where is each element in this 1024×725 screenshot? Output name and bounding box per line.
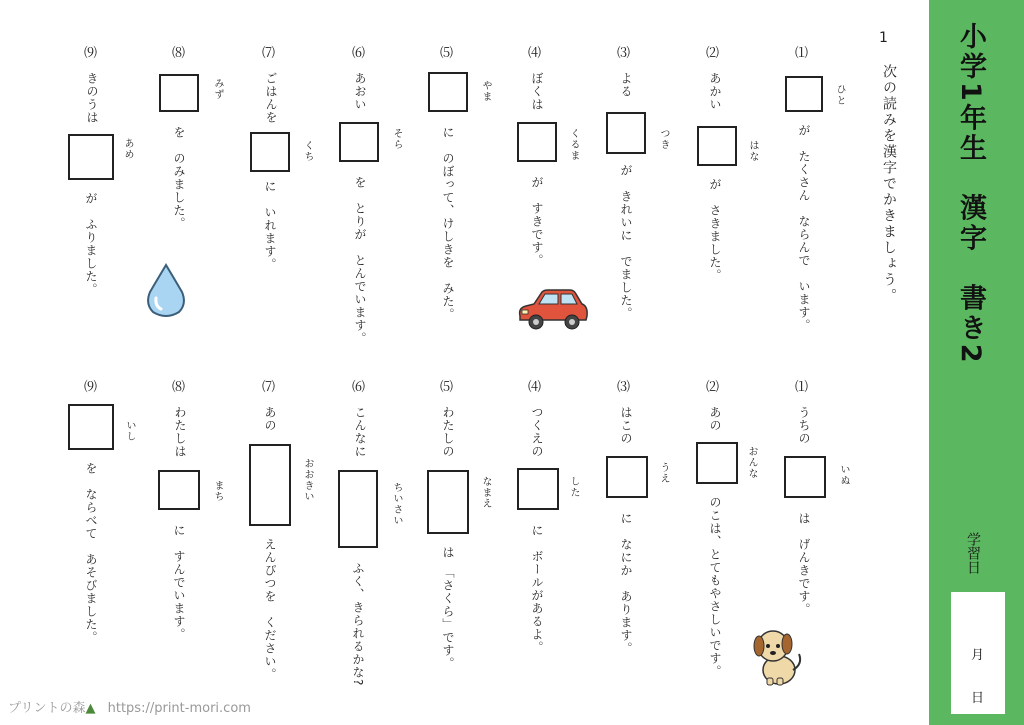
answer-box[interactable] <box>427 470 469 534</box>
furigana: いぬ <box>838 464 849 486</box>
sentence-text: あかい <box>708 72 722 111</box>
furigana: なまえ <box>480 476 491 509</box>
sentence-text: えんぴつを ください。 <box>263 538 277 681</box>
question-number: ⑸ <box>440 380 454 395</box>
answer-box[interactable] <box>785 76 823 112</box>
question-number: ⑶ <box>617 46 631 61</box>
furigana: うえ <box>658 462 669 484</box>
question-number: ⑵ <box>706 380 720 395</box>
furigana: くるま <box>568 128 579 161</box>
sentence-text: が さきました。 <box>708 178 722 282</box>
sentence-text: あおい <box>353 72 367 111</box>
site-url[interactable]: https://print-mori.com <box>107 701 251 716</box>
answer-box[interactable] <box>250 132 290 172</box>
question-number: ⑻ <box>172 46 186 61</box>
section-number: 1 <box>879 30 888 46</box>
sentence-text: を ならべて あそびました。 <box>84 462 98 644</box>
sentence-text: つくえの <box>530 406 544 458</box>
dog-icon <box>749 624 805 686</box>
sentence-text: わたしの <box>441 406 455 458</box>
sentence-text: あの <box>263 406 277 432</box>
footer <box>8 697 251 716</box>
sentence-text: ふく、きられるかな? <box>351 562 365 687</box>
sentence-text: うちの <box>797 406 811 445</box>
date-box[interactable] <box>951 592 1005 714</box>
sentence-text: よる <box>619 72 633 98</box>
question-number: ⑷ <box>528 380 542 395</box>
question-number: ⑺ <box>262 46 276 61</box>
sentence-text: きのうは <box>85 72 99 124</box>
furigana: いし <box>124 420 135 442</box>
instructions-text: 次の読みを漢字でかきましょう。 <box>881 64 897 304</box>
answer-box[interactable] <box>158 470 200 510</box>
furigana: はな <box>747 140 758 162</box>
sentence-text: こんなに <box>353 406 367 458</box>
sentence-text: に なにか あります。 <box>619 512 633 655</box>
furigana: あめ <box>122 138 133 160</box>
water-drop-icon <box>145 262 187 318</box>
question-number: ⑼ <box>84 380 98 395</box>
furigana: つき <box>658 128 669 150</box>
furigana: やま <box>480 80 491 102</box>
question-number: ⑹ <box>352 380 366 395</box>
furigana: そら <box>391 128 402 150</box>
question-number: ⑼ <box>84 46 98 61</box>
answer-box[interactable] <box>338 470 378 548</box>
sentence-text: が きれいに でました。 <box>619 164 633 320</box>
question-number: ⑸ <box>440 46 454 61</box>
tree-icon: ▲ <box>85 701 96 716</box>
sentence-text: わたしは <box>173 406 187 458</box>
question-number: ⑻ <box>172 380 186 395</box>
question-number: ⑶ <box>617 380 631 395</box>
question-number: ⑴ <box>795 380 809 395</box>
sentence-text: が たくさん ならんで います。 <box>797 124 811 332</box>
sentence-text: を のみました。 <box>172 126 186 230</box>
answer-box[interactable] <box>696 442 738 484</box>
sentence-text: に いれます。 <box>263 180 277 271</box>
date-label: 学習日 <box>965 532 981 574</box>
sentence-text: を とりが とんでいます。 <box>353 176 367 345</box>
brand-name: プリントの森 <box>8 701 86 716</box>
car-icon <box>514 286 590 332</box>
answer-box[interactable] <box>249 444 291 526</box>
sentence-text: は 「さくら」です。 <box>441 546 455 670</box>
answer-box[interactable] <box>517 468 559 510</box>
answer-box[interactable] <box>517 122 557 162</box>
answer-box[interactable] <box>68 134 114 180</box>
question-number: ⑷ <box>528 46 542 61</box>
sentence-text: あの <box>708 406 722 432</box>
question-number: ⑺ <box>262 380 276 395</box>
furigana: まち <box>212 480 223 502</box>
question-number: ⑵ <box>706 46 720 61</box>
sentence-text: はこの <box>619 406 633 445</box>
sentence-text: のこは、とてもやさしいです。 <box>708 496 722 678</box>
sentence-text: ぼくは <box>530 72 544 111</box>
answer-box[interactable] <box>606 456 648 498</box>
answer-box[interactable] <box>159 74 199 112</box>
question-number: ⑹ <box>352 46 366 61</box>
furigana: みず <box>212 78 223 100</box>
furigana: おおきい <box>302 458 313 502</box>
answer-box[interactable] <box>68 404 114 450</box>
sentence-text: が すきです。 <box>530 176 544 267</box>
answer-box[interactable] <box>697 126 737 166</box>
furigana: ちいさい <box>391 482 402 526</box>
sentence-text: に ボールがあるよ。 <box>530 524 544 654</box>
furigana: くち <box>302 140 313 162</box>
question-number: ⑴ <box>795 46 809 61</box>
sentence-text: に すんでいます。 <box>172 524 186 641</box>
answer-box[interactable] <box>428 72 468 112</box>
furigana: ひと <box>834 84 845 106</box>
furigana: した <box>568 476 579 498</box>
sentence-text: ごはんを <box>264 72 278 124</box>
sentence-text: に のぼって、けしきを みた。 <box>441 126 455 321</box>
worksheet-title: 小学1年生 漢字 書き2 <box>955 22 986 366</box>
answer-box[interactable] <box>784 456 826 498</box>
day-label: 日 <box>971 691 985 706</box>
answer-box[interactable] <box>606 112 646 154</box>
month-label: 月 <box>971 648 985 663</box>
answer-box[interactable] <box>339 122 379 162</box>
furigana: おんな <box>746 446 757 479</box>
sentence-text: が ふりました。 <box>84 192 98 296</box>
sentence-text: は げんきです。 <box>797 512 811 616</box>
